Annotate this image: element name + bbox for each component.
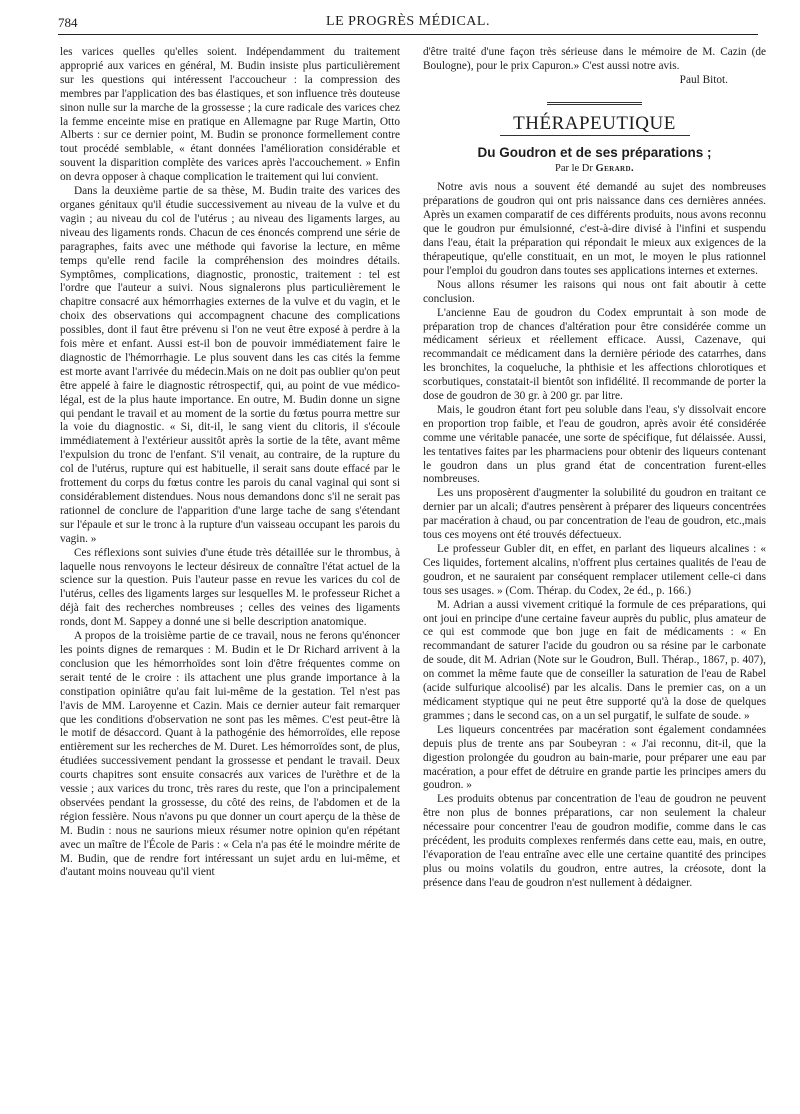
right-paragraph-5: Les uns proposèrent d'augmenter la solubilité du goudron en traitant ce dernier par un alcali; d'autres pensèrent à préparer des liqueurs concentrées par macération à chaud, ou par concentration de l'eau de goudron, etc.,mais tous ces moyens ont été trouvés défectueux. (423, 487, 766, 542)
review-continuation: d'être traité d'une façon très sérieuse dans le mémoire de M. Cazin (de Boulogne), pour le prix Capuron.» C'est aussi notre avis. (423, 46, 766, 72)
left-paragraph-2: Dans la deuxième partie de sa thèse, M. Budin traite des varices des organes génitaux qu'il étudie successivement au niveau de la vulve et du vagin ; au niveau du col de l'utérus ; au niveau des ligaments larges, au niveau des ligaments ronds. Chacun de ces énoncés comprend une série de paragraphes, faits avec une méthode qui favorise la lecture, en même temps qu'elle rend facile la compréhension des moindres détails. Symptômes, complications, diagnostic, pronostic, traitement : tel est l'ordre que l'auteur a suivi. Nous signalerons plus particulièrement le chapitre consacré aux hémorrhagies externes de la vulve et du vagin, et le choix des observations qui accompagnent chacune des complications possibles, dont il faut être prévenu si l'on ne veut être exposé à perdre à la fois mère et enfant. Aussi est-il bon de pouvoir immédiatement faire le diagnostic de l'hémorrhagie. Le plus souvent dans les cas cités la femme est morte avant l'arrivée du médecin.Mais on ne doit pas oublier qu'on peut être appelé à faire le diagnostic rétrospectif, qui, au point de vue médico-légal, est de la plus haute importance. En outre, M. Budin donne un signe qui pendant le travail et au moment de la sortie du fœtus pourra mettre sur la voie du diagnostic. « Si, dit-il, le sang vient du clitoris, il s'écoule immédiatement à l'extérieur aussitôt après la sortie de la tête, avant même l'expulsion du tronc de l'enfant. S'il venait, au contraire, de la rupture du col de l'utérus, rupture qui est habituelle, il serait sans doute effacé par le frottement du corps du fœtus contre les parois du canal vaginal qui sont si considérablement distendues. Nous nous demandons donc s'il ne serait pas rationnel de conclure de l'apparition d'une large tache de sang s'étendant sur l'épaule et sur le tronc à la rupture d'un vaisseau occupant les parois du vagin. » (60, 185, 400, 545)
journal-title: LE PROGRÈS MÉDICAL. (326, 14, 490, 29)
page-header (58, 12, 758, 35)
left-column (60, 46, 400, 880)
right-column (423, 46, 766, 891)
right-paragraph-6: Le professeur Gubler dit, en effet, en parlant des liqueurs alcalines : « Ces liquides, fortement alcalins, n'offrent plus certaines qualités de l'eau de goudron, et ne sauraient par conséquent remplacer utilement celle-ci dans tous ses usages. » (Com. Thérap. du Codex, 2e éd., p. 166.) (423, 543, 766, 597)
left-paragraph-1: les varices quelles qu'elles soient. Indépendamment du traitement approprié aux varices en général, M. Budin insiste plus particulièrement sur les questions qui intéressent l'accoucheur : la compression des membres par l'application des bas élastiques, et son influence très douteuse sinon nulle sur la marche de la grossesse ; la cure radicale des varices chez la femme enceinte mise en pratique en Allemagne par Ruge Martin, Otto Alberts : sur ce dernier point, M. Budin se prononce formellement contre tout procédé semblable, « étant données l'amélioration considérable et souvent la disparition complète des varices après l'accouchement. » Enfin on devra opposer à chaque complication le traitement qui lui convient. (60, 46, 400, 184)
left-paragraph-3: Ces réflexions sont suivies d'une étude très détaillée sur le thrombus, à laquelle nous renvoyons le lecteur désireux de connaître l'état actuel de la science sur la question. Puis l'auteur passe en revue les varices du col de l'utérus, celles des ligaments larges sur lesquelles M. le professeur Richet a déjà fait des recherches nombreuses ; celles des veines des ligaments ronds, dont M. Sappey a donné une si belle description anatomique. (60, 546, 400, 629)
section-title: THÉRAPEUTIQUE (513, 112, 676, 134)
article-byline (423, 162, 766, 176)
byline-author: Gerard. (595, 162, 634, 174)
article-title: Du Goudron et de ses préparations ; (477, 144, 712, 160)
left-paragraph-4: A propos de la troisième partie de ce travail, nous ne ferons qu'énoncer les points dignes de remarques : M. Budin et le Dr Richard arrivent à la conclusion que les hémorrhoïdes sont loin d'être fréquentes comme on serait tenté de le croire : ils attachent une plus grande importance à la constipation opiniâtre qu'au fait lui-même de la gestation. Tel n'est pas l'avis de MM. Laroyenne et Cazin. Mais ce dernier auteur fait remarquer que les conditions d'observation ne sont pas les mêmes. C'est peut-être là le motif de désaccord. Quant à la pathogénie des hémorroïdes, elle repose entièrement sur les recherches de M. Duret. Les hémorroïdes sont, de plus, étudiées successivement pendant la grossesse et pendant le travail. Deux courts chapitres sont ensuite consacrés aux varices de l'urèthre et de la vessie ; aux varices du tronc, très rares du reste, que l'on a principalement observées pendant la grossesse, du côté des reins, de l'abdomen et de la région fessière. Nous n'avons pu que donner un court aperçu de la thèse de M. Budin : nous ne saurions mieux résumer notre opinion qu'en répétant avec un maître de l'École de Paris : « Cela n'a pas été le moindre mérite de M. Budin, que de rendre fort intéressant un sujet ardu en lui-même, et d'autant moins nouveau qu'il vient (60, 630, 400, 879)
right-paragraph-9: Les produits obtenus par concentration de l'eau de goudron ne peuvent être non plus de bonnes préparations, car non seulement la chaleur nécessaire pour concentrer l'eau de goudron modifie, comme dans le cas précédent, les produits complexes renfermés dans cette eau, mais, en outre, l'évaporation de l'eau entraîne avec elle une certaine quantité des principes plus ou moins volatils du goudron, entre autres, la créosote, dont la présence dans l'eau de goudron n'est nullement à dédaigner. (423, 793, 766, 889)
right-paragraph-7: M. Adrian a aussi vivement critiqué la formule de ces préparations, qui ont joui en principe d'une certaine faveur auprès du public, plus amateur de ce qui est commode que bon juge en fait de médicaments : « En recommandant de saturer l'acide du goudron ou sa résine par le carbonate de soude, dit M. Adrian (Note sur le Goudron, Bull. Thérap., 1867, p. 407), on commet la même faute que de conseiller la saturation de l'eau de Rabel (acide sulfurique alcoolisé) par les alcalis. Dans le premier cas, on a un médicament styptique qui ne peut être supporté qu'à la dose de quelques grammes ; dans le second cas, on a un sel purgatif, le sulfate de soude. » (423, 598, 766, 722)
right-paragraph-4: Mais, le goudron étant fort peu soluble dans l'eau, s'y dissolvait encore en proportion trop faible, et l'eau de goudron, après avoir été considérée comme une véritable panacée, une sorte de spécifique, fut délaissée. Aussi, les tentatives faites par les pharmaciens pour obtenir des liqueurs contenant le goudron dans un plus grand état de concentration furent-elles nombreuses. (423, 403, 766, 486)
byline-prefix: Par le Dr (554, 162, 593, 174)
right-paragraph-8: Les liqueurs concentrées par macération sont également condamnées depuis plus de trente ans par Soubeyran : « J'ai reconnu, dit-il, que la digestion prolongée du goudron au bain-marie, pour préparer une eau par macération, a pour effet de détruire en grande partie les principes amers du goudron. » (423, 723, 766, 792)
right-paragraph-1: Notre avis nous a souvent été demandé au sujet des nombreuses préparations de goudron qui ont pris naissance dans ces dernières années. Après un examen comparatif de ces différents produits, nous avons reconnu que le goudron pur émulsionné, c'est-à-dire divisé à l'infini et suspendu dans l'eau, était la préparation qui répondait le mieux aux exigences de la thérapeutique, qu'elle constituait, en un mot, le moyen le plus rationnel pour l'emploi du goudron dans toutes ses applications internes et externes. (423, 181, 766, 277)
page-number: 784 (58, 15, 78, 30)
separator-rule (547, 102, 642, 105)
section-title-underline (500, 135, 690, 136)
right-paragraph-2: Nous allons résumer les raisons qui nous ont fait aboutir à cette conclusion. (423, 278, 766, 305)
review-signature: Paul Bitot. (679, 73, 728, 86)
right-paragraph-3: L'ancienne Eau de goudron du Codex empruntait à son mode de préparation trop de chances d'altération pour être considérée comme un médicament sérieux et réellement efficace. Aussi, Cazenave, qui recommandait ce médicament dans la dernière période des catarrhes, dans les bronchites, la coqueluche, la phthisie et les affections chlorotiques et scorbutiques, constatait-il bientôt son infidélité. Il recommande de porter la dose de goudron de 30 gr. à 200 gr. par litre. (423, 306, 766, 403)
